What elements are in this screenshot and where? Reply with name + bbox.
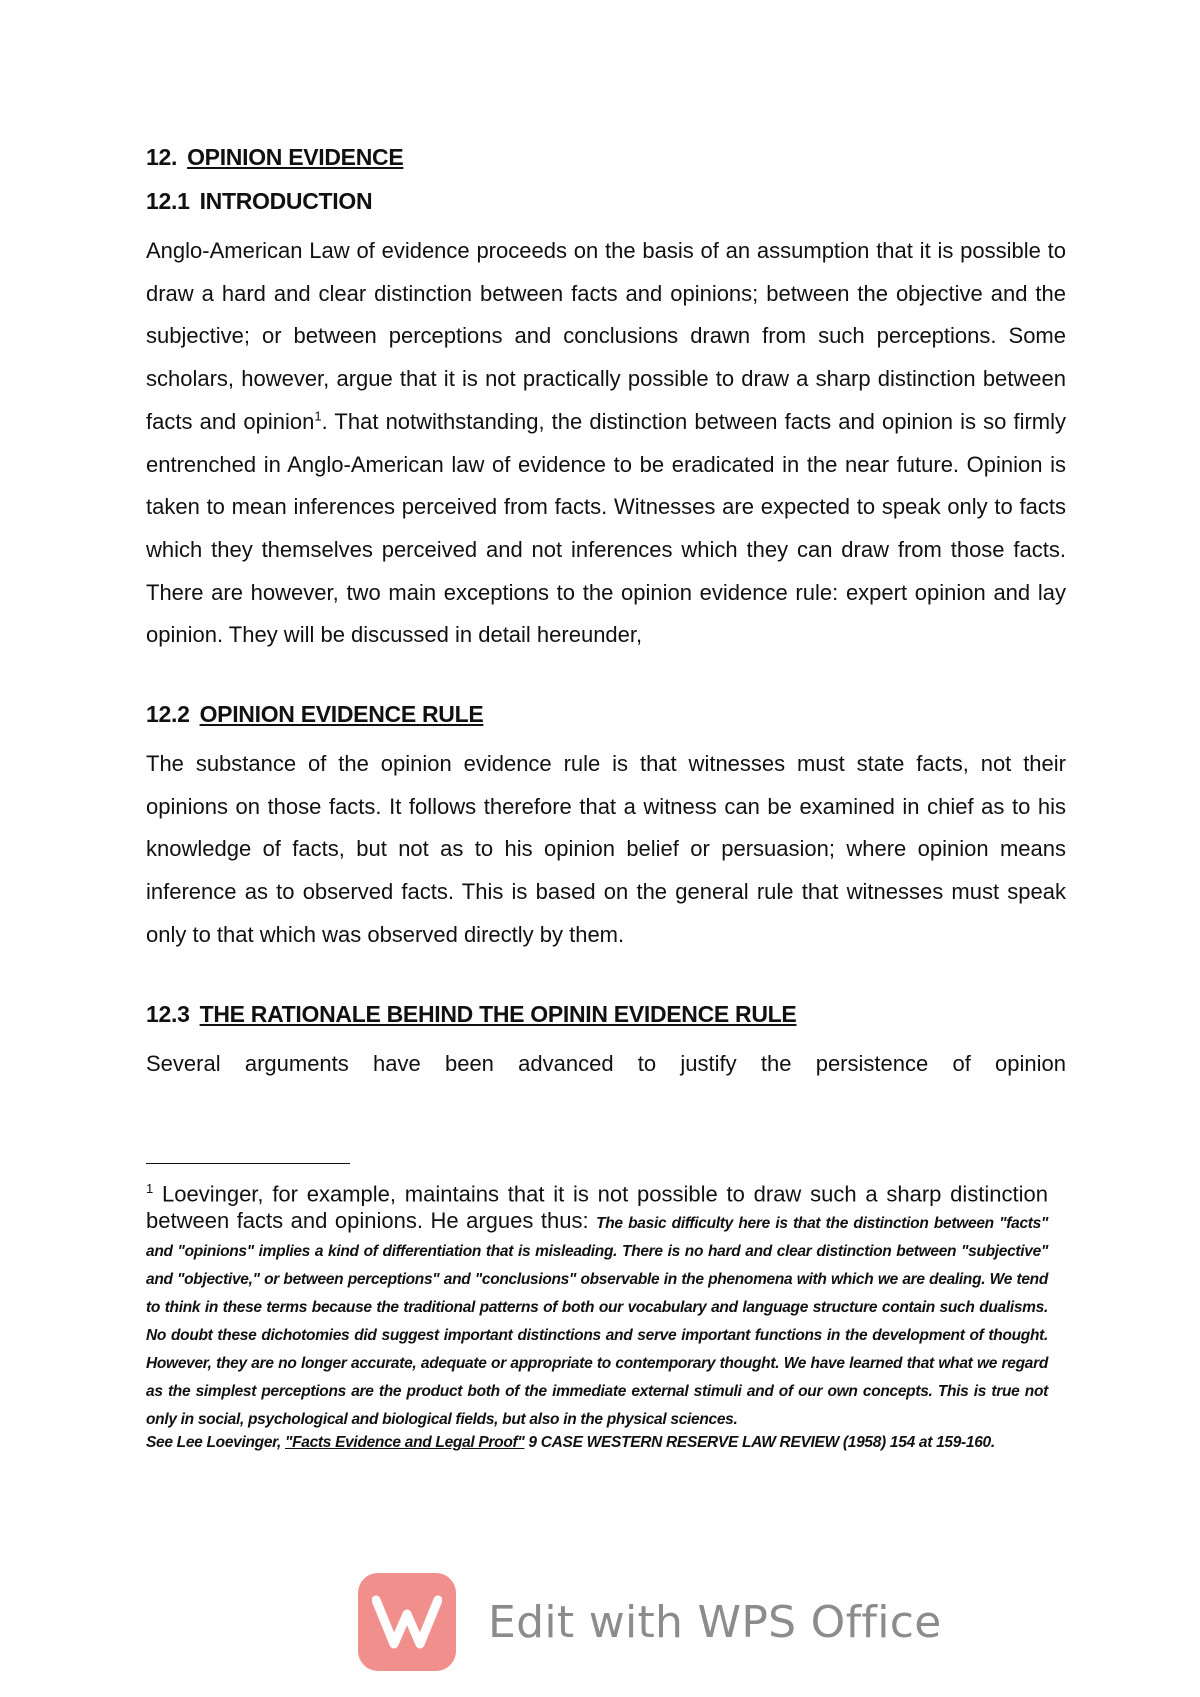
- footnote-marker: 1: [146, 1181, 154, 1196]
- wps-watermark[interactable]: [358, 1572, 942, 1672]
- section-heading: [146, 142, 1066, 172]
- section-title: OPINION EVIDENCE: [187, 144, 404, 170]
- footnote-separator: [146, 1163, 350, 1164]
- intro-paragraph: [146, 230, 1066, 657]
- wps-watermark-text: Edit with WPS Office: [488, 1596, 942, 1648]
- rationale-paragraph: Several arguments have been advanced to justify the persistence of opinion: [146, 1050, 1066, 1076]
- subsection-title: OPINION EVIDENCE RULE: [199, 701, 484, 728]
- subsection-number: 12.2: [146, 701, 190, 728]
- subsection-title: INTRODUCTION: [199, 188, 373, 214]
- subsection-title: THE RATIONALE BEHIND THE OPININ EVIDENCE RULE: [199, 1000, 797, 1027]
- footnote-intro: Loevinger, for example, maintains that it is not possible to draw such a sharp distinction between facts and opinions. He argues thus:: [146, 1181, 1048, 1234]
- section-number: 12.: [146, 144, 178, 170]
- footnote-quote: The basic difficulty here is that the distinction between "facts" and "opinions" implies a kind of differentiation that is misleading. There is no hard and clear distinction between "subjective" and "objective," or between perceptions" and "conclusions" observable in the phenomena with which we are dealing. We tend to think in these terms because the traditional patterns of both our vocabulary and language structure contain such dualisms. No doubt these dichotomies did suggest important distinctions and serve important functions in the development of thought. However, they are no longer accurate, adequate or appropriate to contemporary thought. We have learned that what we regard as the simplest perceptions are the product both of the immediate external stimuli and of our own concepts. This is true not only in social, psychological and biological fields, but also in the physical sciences.: [146, 1215, 1048, 1429]
- intro-text-a: Anglo-American Law of evidence proceeds on the basis of an assumption that it is possible to draw a hard and clear distinction between facts and opinions; between the objective and the subjective; or between perceptions and conclusions drawn from such perceptions. Some scholars, however, argue that it is not practically possible to draw a sharp distinction between facts and opinion: [146, 238, 1066, 434]
- wps-logo-icon: [358, 1573, 456, 1671]
- intro-text-b: . That notwithstanding, the distinction between facts and opinion is so firmly entrenched in Anglo-American law of evidence to be eradicated in the near future. Opinion is taken to mean inferences perceived from facts. Witnesses are expected to speak only to facts which they themselves perceived and not inferences which they can draw from those facts. There are however, two main exceptions to the opinion evidence rule: expert opinion and lay opinion. They will be discussed in detail hereunder,: [146, 408, 1066, 648]
- subsection-heading-rule: [146, 699, 1066, 729]
- footnote: [146, 1175, 1048, 1454]
- subsection-heading-intro: [146, 186, 1066, 216]
- subsection-number: 12.3: [146, 1000, 190, 1027]
- footnote-citation: [146, 1431, 1048, 1454]
- citation-suffix: 9 CASE WESTERN RESERVE LAW REVIEW (1958) 154 at 159-160.: [524, 1434, 995, 1452]
- citation-title: "Facts Evidence and Legal Proof": [285, 1434, 525, 1452]
- rule-paragraph: The substance of the opinion evidence rule is that witnesses must state facts, not their opinions on those facts. It follows therefore that a witness can be examined in chief as to his knowledge of facts, but not as to his opinion belief or persuasion; where opinion means inference as to observed facts. This is based on the general rule that witnesses must speak only to that which was observed directly by them.: [146, 751, 1066, 947]
- document-page: [146, 142, 1066, 1085]
- citation-prefix: See Lee Loevinger,: [146, 1434, 286, 1452]
- footnote-reference[interactable]: 1: [314, 408, 322, 424]
- subsection-number: 12.1: [146, 188, 190, 214]
- subsection-heading-rationale: [146, 999, 1066, 1029]
